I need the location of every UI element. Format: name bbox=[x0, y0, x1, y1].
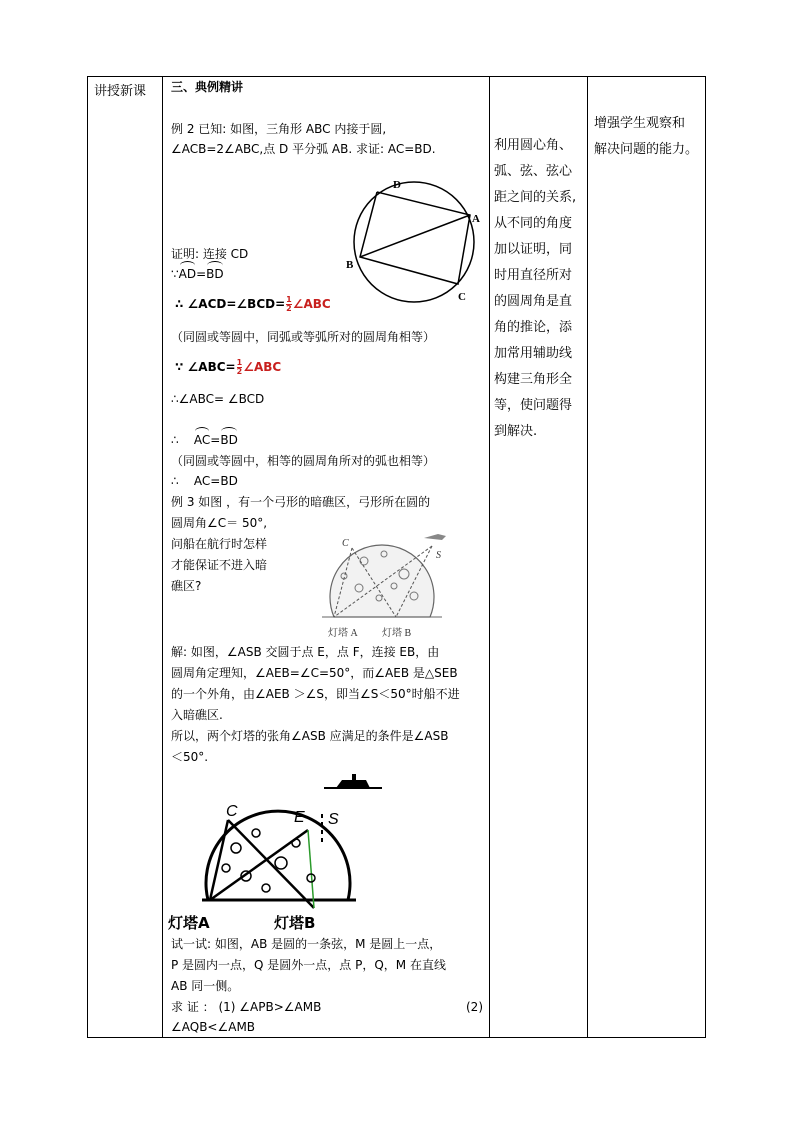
quadrilateral bbox=[360, 192, 470, 284]
therefore-symbol: ∴ bbox=[175, 297, 184, 311]
reason-2: （同圆或等圆中，相等的圆周角所对的弧也相等） bbox=[171, 454, 436, 468]
because-symbol: ∵ bbox=[171, 267, 179, 281]
method-line: 利用圆心角、 bbox=[494, 138, 573, 153]
because-symbol-2: ∵ bbox=[175, 360, 184, 374]
label-d: D bbox=[393, 179, 401, 191]
frac-num: 1 bbox=[286, 295, 292, 304]
label-b: B bbox=[346, 259, 354, 271]
ex-line4a: 求 证 ： (1) ∠APB>∠AMB bbox=[171, 1000, 322, 1014]
sol-line2: 圆周角定理知，∠AEB=∠C=50°，而∠AEB 是△SEB bbox=[171, 666, 458, 680]
sol-line1: 解: 如图，∠ASB 交圆于点 E，点 F，连接 EB，由 bbox=[171, 645, 440, 659]
fig-label-c: C bbox=[342, 538, 349, 549]
proof-line3 bbox=[175, 296, 331, 313]
ex-line2: P 是圆内一点，Q 是圆外一点，点 P，Q，M 在直线 bbox=[171, 958, 446, 972]
fig2-label-c: C bbox=[226, 803, 238, 820]
ex3-line4: 才能保证不进入暗 bbox=[171, 558, 268, 572]
conclusion: AC=BD bbox=[193, 474, 238, 488]
reason-1: （同圆或等圆中，同弧或等弧所对的圆周角相等） bbox=[171, 330, 436, 344]
method-line: 距之间的关系, bbox=[494, 190, 577, 205]
therefore-symbol-2: ∴ bbox=[171, 433, 179, 447]
ship-icon bbox=[424, 534, 446, 540]
label-a: A bbox=[472, 213, 480, 225]
arc-bd: BD bbox=[206, 267, 224, 281]
method-line: 加以证明，同 bbox=[494, 242, 573, 257]
therefore-symbol-3: ∴ bbox=[171, 474, 179, 488]
reef-figure bbox=[314, 526, 474, 642]
method-line: 等，使问题得 bbox=[494, 398, 573, 413]
ex-line4b: (2) bbox=[466, 1000, 483, 1014]
proof-line5: ∴∠ABC= ∠BCD bbox=[171, 392, 265, 406]
method-line: 的圆周角是直 bbox=[494, 294, 573, 309]
arc-ad: AD bbox=[178, 267, 197, 281]
ex2-line1: 例 2 已知: 如图，三角形 ABC 内接于圆, bbox=[171, 122, 387, 136]
fig-label-a: 灯塔 A bbox=[328, 628, 358, 639]
col-divider-2 bbox=[489, 76, 490, 1038]
proof-line7 bbox=[171, 473, 238, 489]
method-notes bbox=[494, 133, 588, 445]
sol-line6: ＜50°. bbox=[171, 750, 209, 764]
method-line: 角的推论，添 bbox=[494, 320, 573, 335]
ex3-line3: 问船在航行时怎样 bbox=[171, 537, 268, 551]
section-title: 三、典例精讲 bbox=[171, 80, 244, 94]
method-line: 加常用辅助线 bbox=[494, 346, 573, 361]
arc-ac: AC bbox=[193, 433, 211, 447]
angle-abc-red-2: ∠ABC bbox=[243, 360, 282, 374]
method-line: 时用直径所对 bbox=[494, 268, 573, 283]
ex-line1: 试一试: 如图，AB 是圆的一条弦，M 是圆上一点， bbox=[171, 937, 442, 951]
ex3-line1: 例 3 如图 ，有一个弓形的暗礁区，弓形所在圆的 bbox=[171, 495, 431, 509]
fig2-label-a: 灯塔A bbox=[168, 914, 210, 932]
ship-icon-large bbox=[336, 774, 370, 788]
proof-line6 bbox=[171, 432, 238, 448]
frac-den: 2 bbox=[286, 304, 292, 313]
proof-line4 bbox=[175, 359, 281, 376]
fig2-label-s: S bbox=[328, 811, 339, 828]
fraction-half-2 bbox=[237, 359, 243, 376]
ex3-line5: 礁区? bbox=[171, 579, 202, 593]
fig-label-b: 灯塔 B bbox=[382, 628, 412, 639]
line-eb-green bbox=[308, 830, 314, 908]
line-cb bbox=[228, 820, 314, 908]
fig-label-s: S bbox=[436, 550, 441, 561]
goal-line: 增强学生观察和 bbox=[594, 116, 686, 131]
proof-line2 bbox=[171, 266, 224, 282]
sol-line3: 的一个外角，由∠AEB ＞∠S，即当∠S＜50°时船不进 bbox=[171, 687, 460, 701]
method-line: 构建三角形全 bbox=[494, 372, 573, 387]
ex-line5: ∠AQB<∠AMB bbox=[171, 1020, 256, 1034]
angle-abc: ∠ABC= bbox=[187, 360, 236, 374]
ex-line3: AB 同一侧。 bbox=[171, 979, 240, 993]
method-line: 弧、弦、弦心 bbox=[494, 164, 573, 179]
equals-2: = bbox=[210, 433, 221, 447]
fig2-label-b: 灯塔B bbox=[274, 914, 316, 932]
chord-ab bbox=[360, 215, 470, 257]
angle-acd-bcd: ∠ACD=∠BCD= bbox=[187, 297, 286, 311]
ex3-line2: 圆周角∠C＝ 50°, bbox=[171, 516, 268, 530]
sol-line5: 所以，两个灯塔的张角∠ASB 应满足的条件是∠ASB bbox=[171, 729, 449, 743]
col-divider-1 bbox=[162, 76, 163, 1038]
ex2-line2: ∠ACB=2∠ABC,点 D 平分弧 AB. 求证: AC=BD. bbox=[171, 142, 436, 156]
method-line: 到解决. bbox=[494, 424, 538, 439]
equals: = bbox=[196, 267, 207, 281]
fig2-label-e: E bbox=[294, 809, 305, 826]
label-c: C bbox=[458, 291, 466, 303]
arc-bd-2: BD bbox=[220, 433, 238, 447]
proof-line1: 证明: 连接 CD bbox=[171, 247, 249, 261]
frac-num-2: 1 bbox=[236, 358, 243, 367]
fraction-half bbox=[286, 296, 292, 313]
frac-den-2: 2 bbox=[236, 367, 243, 376]
angle-abc-red: ∠ABC bbox=[292, 297, 331, 311]
method-line: 从不同的角度 bbox=[494, 216, 573, 231]
goal-line: 解决问题的能力。 bbox=[594, 142, 699, 157]
goal-notes bbox=[594, 111, 704, 163]
circle-figure bbox=[340, 172, 488, 308]
stage-label: 讲授新课 bbox=[94, 84, 147, 99]
reef-figure-large bbox=[166, 768, 396, 934]
sol-line4: 入暗礁区. bbox=[171, 708, 223, 722]
